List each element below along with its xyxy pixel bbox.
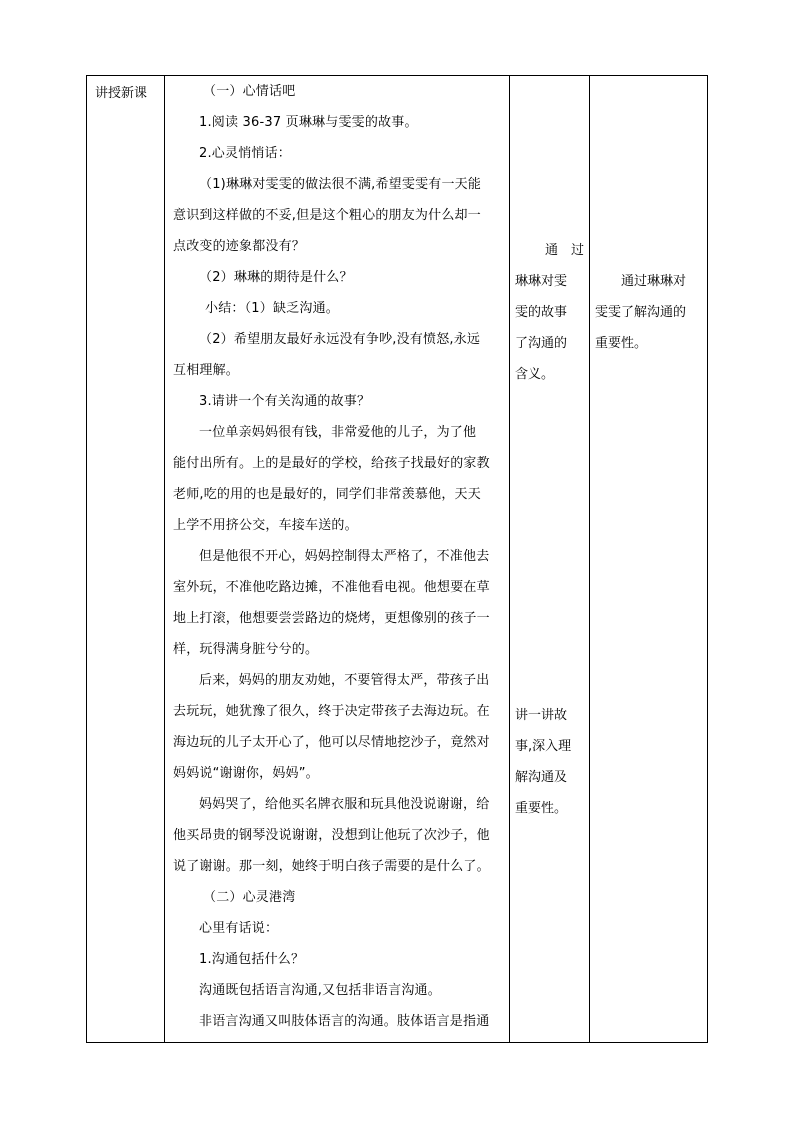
content-line: 心里有话说： xyxy=(199,921,279,936)
intent-line: 雯的故事 xyxy=(515,305,568,320)
intent-line: 讲一讲故 xyxy=(515,708,568,723)
content-line: 1.沟通包括什么？ xyxy=(199,952,305,967)
heading-line: （二）心灵港湾 xyxy=(203,890,296,905)
design-intent-storytelling xyxy=(515,700,587,824)
column-divider xyxy=(589,76,590,1042)
content-line: 他买昂贵的钢琴没说谢谢，没想到让他玩了次沙子，他 xyxy=(173,828,490,843)
intent-line: 事,深入理 xyxy=(515,739,572,754)
content-line: （2）希望朋友最好永远没有争吵,没有愤怒,永远 xyxy=(199,332,481,347)
content-line: 能付出所有。上的是最好的学校，给孩子找最好的家教 xyxy=(173,456,490,471)
intent-line: 解沟通及 xyxy=(515,770,568,785)
content-line: 一位单亲妈妈很有钱，非常爱他的儿子，为了他 xyxy=(199,425,477,440)
content-line: 妈妈说“谢谢你，妈妈”。 xyxy=(173,766,319,781)
content-line: （1)琳琳对雯雯的做法很不满,希望雯雯有一天能 xyxy=(199,177,482,192)
content-line: 但是他很不开心，妈妈控制得太严格了，不准他去 xyxy=(199,549,490,564)
content-line: 1.阅读 36-37 页琳琳与雯雯的故事。 xyxy=(199,115,418,130)
content-line: 上学不用挤公交，车接车送的。 xyxy=(173,518,358,533)
intent-line: 重要性。 xyxy=(595,336,648,351)
lesson-content xyxy=(173,76,511,1037)
content-line: 海边玩的儿子太开心了，他可以尽情地挖沙子，竟然对 xyxy=(173,735,490,750)
intent-line: 通 过 xyxy=(545,243,585,258)
content-line: 沟通既包括语言沟通,又包括非语言沟通。 xyxy=(199,983,441,998)
content-line: 后来，妈妈的朋友劝她，不要管得太严，带孩子出 xyxy=(199,673,490,688)
heading-line: （一）心情话吧 xyxy=(203,84,296,99)
design-intent-importance xyxy=(595,266,707,359)
content-line: 老师,吃的用的也是最好的，同学们非常羡慕他，天天 xyxy=(173,487,481,502)
intent-line: 重要性。 xyxy=(515,801,568,816)
content-line: 小结：（1）缺乏沟通。 xyxy=(205,301,339,316)
content-line: 地上打滚，他想要尝尝路边的烧烤，更想像别的孩子一 xyxy=(173,611,490,626)
intent-line: 通过琳琳对 xyxy=(621,274,687,289)
design-intent-story xyxy=(515,235,587,390)
content-line: 3.请讲一个有关沟通的故事？ xyxy=(199,394,371,409)
content-line: 非语言沟通又叫肢体语言的沟通。肢体语言是指通 xyxy=(199,1014,490,1029)
intent-line: 雯雯了解沟通的 xyxy=(595,305,687,320)
column-divider xyxy=(164,76,165,1042)
intent-line: 琳琳对雯 xyxy=(515,274,568,289)
intent-line: 含义。 xyxy=(515,367,555,382)
content-line: （2）琳琳的期待是什么？ xyxy=(199,270,353,285)
section-label: 讲授新课 xyxy=(95,86,148,101)
lesson-table xyxy=(86,75,708,1043)
intent-line: 了沟通的 xyxy=(515,336,568,351)
content-line: 互相理解。 xyxy=(173,363,240,378)
content-line: 点改变的迹象都没有？ xyxy=(173,239,306,254)
content-line: 妈妈哭了，给他买名牌衣服和玩具他没说谢谢，给 xyxy=(199,797,490,812)
content-line: 室外玩，不准他吃路边摊，不准他看电视。他想要在草 xyxy=(173,580,490,595)
content-line: 样，玩得满身脏兮兮的。 xyxy=(173,642,319,657)
content-line: 意识到这样做的不妥,但是这个粗心的朋友为什么却一 xyxy=(173,208,481,223)
content-line: 说了谢谢。那一刻，她终于明白孩子需要的是什么了。 xyxy=(173,859,490,874)
content-line: 2.心灵悄悄话： xyxy=(199,146,292,161)
content-line: 去玩玩，她犹豫了很久，终于决定带孩子去海边玩。在 xyxy=(173,704,490,719)
